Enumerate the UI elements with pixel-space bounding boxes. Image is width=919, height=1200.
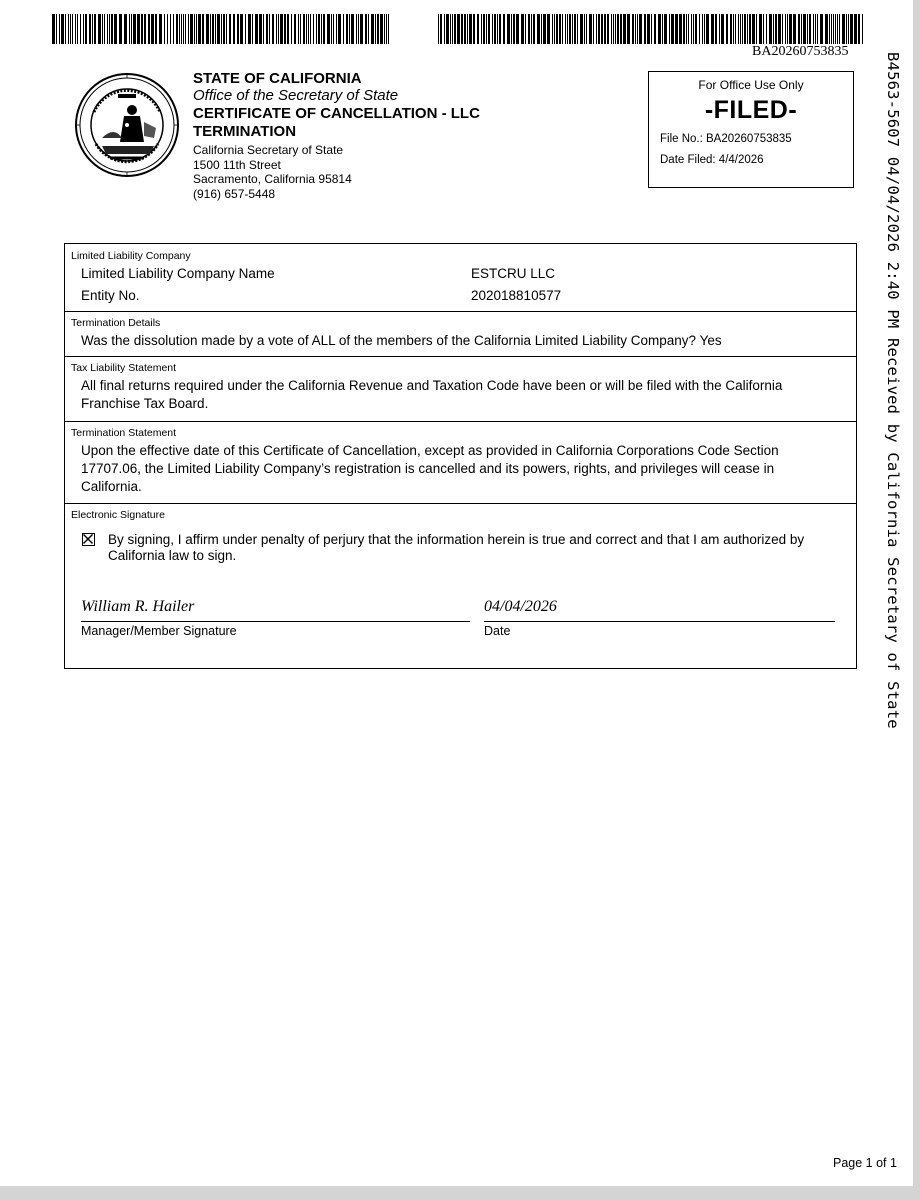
entity-no-label: Entity No. <box>81 288 140 303</box>
affirmation-text: By signing, I affirm under penalty of perjury that the information herein is true and correct and that I am authorized by California law to sign. <box>108 532 805 563</box>
header-address <box>193 143 480 201</box>
barcode-id: BA20260753835 <box>752 44 849 59</box>
header-state: STATE OF CALIFORNIA <box>193 70 362 87</box>
address-line: 1500 11th Street <box>193 157 281 172</box>
signature-date: 04/04/2026 <box>484 598 557 615</box>
date-label: Date <box>484 624 511 638</box>
state-seal-icon <box>74 72 180 178</box>
received-stamp: B4563-5607 04/04/2026 2:40 PM Received by California Secretary of State <box>884 51 902 729</box>
header-certificate-subtitle: TERMINATION <box>193 123 297 140</box>
termination-statement-text: Upon the effective date of this Certificate of Cancellation, except as provided in California Corporations Code Section 17707.06, the Limited Liability Company’s registration is cancelled and its powers, rights, and privileges will cease in California. <box>81 443 779 494</box>
date-filed: Date Filed: 4/4/2026 <box>660 154 764 166</box>
header-office: Office of the Secretary of State <box>193 87 399 104</box>
llc-name-value: ESTCRU LLC <box>471 266 556 281</box>
signature-line <box>81 621 470 622</box>
filed-status: -FILED- <box>704 96 798 124</box>
page-number: Page 1 of 1 <box>833 1156 897 1170</box>
address-line: California Secretary of State <box>193 143 344 157</box>
office-use-title: For Office Use Only <box>698 78 804 92</box>
section-label: Electronic Signature <box>71 509 165 521</box>
section-label: Limited Liability Company <box>71 250 191 262</box>
signer-name: William R. Hailer <box>81 598 195 615</box>
section-electronic-signature <box>65 503 856 668</box>
section-label: Tax Liability Statement <box>71 362 177 374</box>
section-tax-liability <box>65 356 856 422</box>
address-line: Sacramento, California 95814 <box>193 172 352 186</box>
section-termination-statement <box>65 421 856 504</box>
section-label: Termination Details <box>71 317 161 329</box>
date-line <box>484 621 835 622</box>
document-header <box>193 70 480 201</box>
entity-no-value: 202018810577 <box>471 288 562 303</box>
section-termination-details <box>65 311 856 357</box>
checkmark-x-icon <box>83 534 93 544</box>
barcode-right <box>438 14 866 44</box>
header-certificate-title: CERTIFICATE OF CANCELLATION - LLC <box>193 105 480 122</box>
section-label: Termination Statement <box>71 427 177 439</box>
tax-liability-text: All final returns required under the California Revenue and Taxation Code have been or will be filed with the California Franchise Tax Board. <box>81 378 783 411</box>
address-phone: (916) 657-5448 <box>193 186 276 201</box>
file-number: File No.: BA20260753835 <box>660 133 792 145</box>
section-llc <box>65 244 856 312</box>
termination-details-text: Was the dissolution made by a vote of ALL of the members of the California Limited Liability Company? Yes <box>81 333 722 348</box>
cancellation-form <box>64 243 857 669</box>
llc-name-label: Limited Liability Company Name <box>81 266 275 281</box>
barcode-left <box>52 14 392 44</box>
affirmation-checkbox[interactable] <box>82 533 95 546</box>
signature-label: Manager/Member Signature <box>81 624 237 638</box>
office-use-box <box>648 71 854 188</box>
